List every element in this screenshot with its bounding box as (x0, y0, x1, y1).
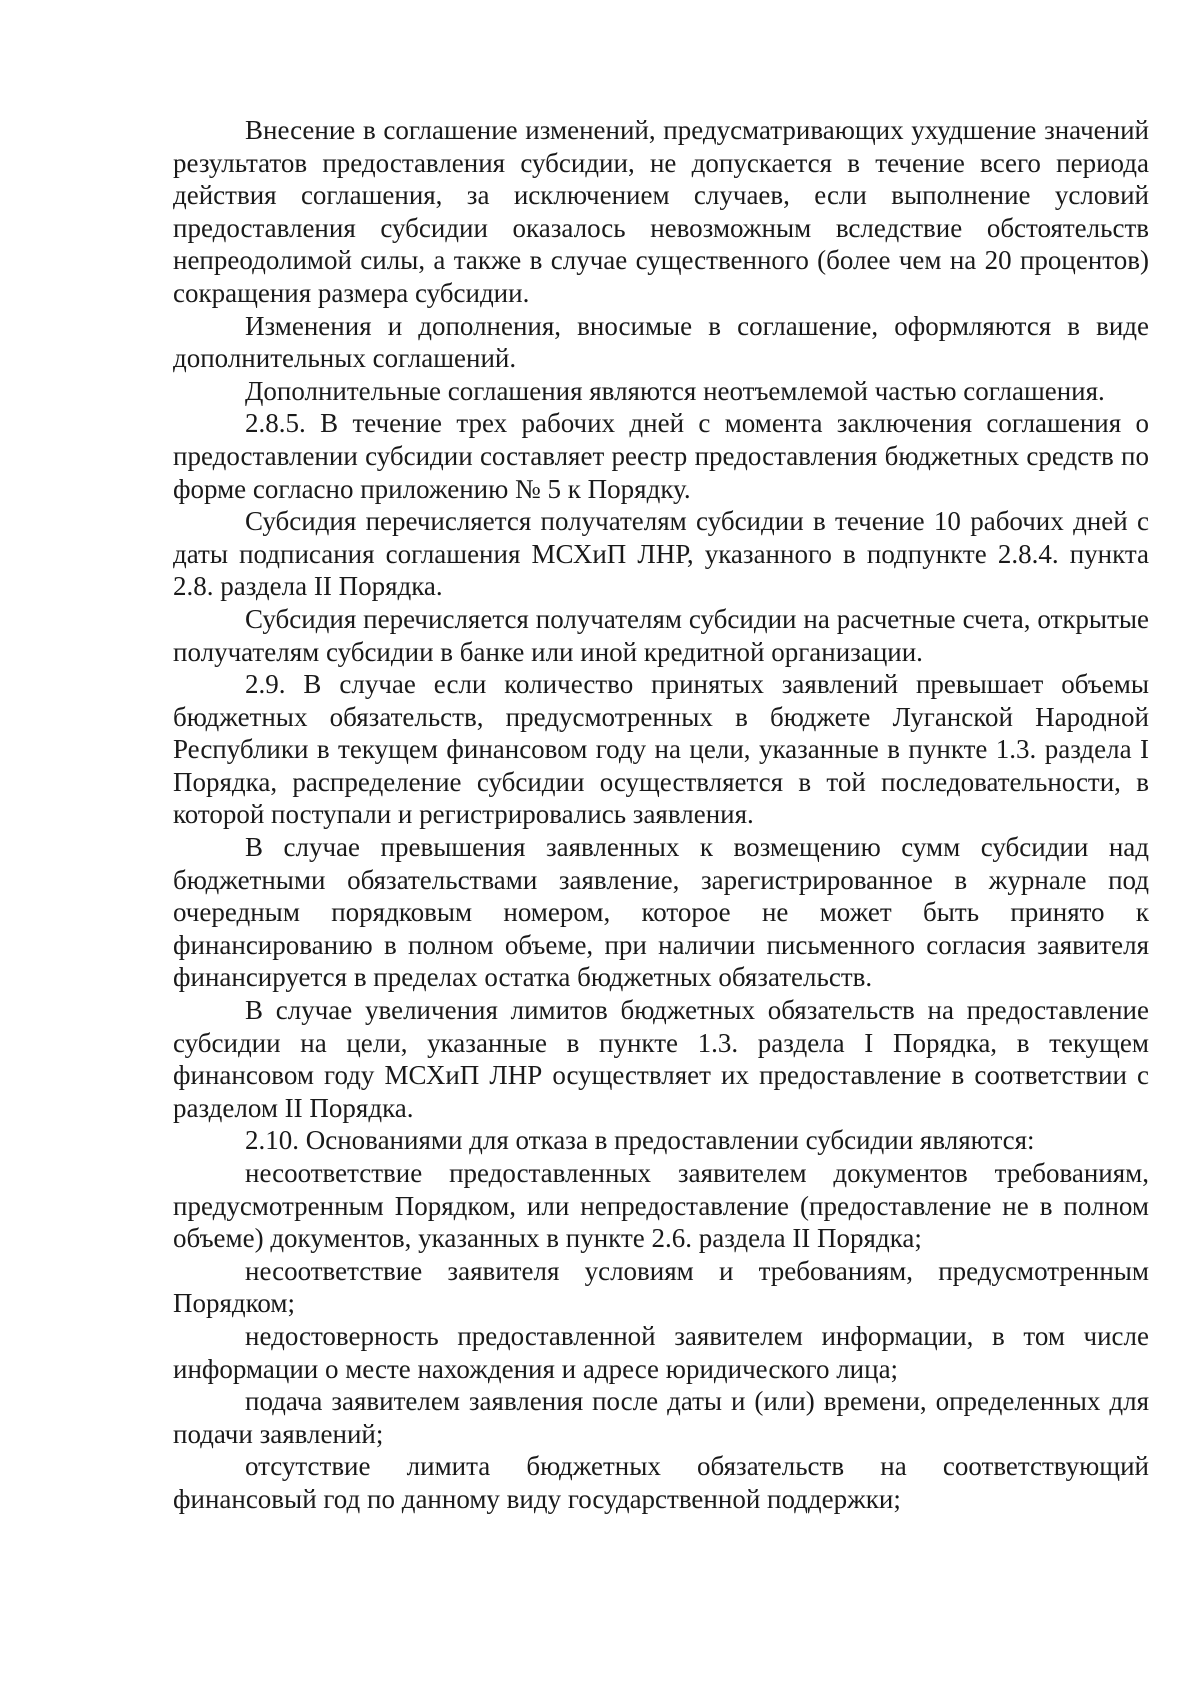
paragraph-excess-claims: В случае превышения заявленных к возмещению сумм субсидии над бюджетными обязательствами заявление, зарегистрированное в журнале под очередным порядковым номером, которое не может быть принято к финансированию в полном объеме, при наличии письменного согласия заявителя финансируется в пределах остатка бюджетных обязательств. (173, 832, 1149, 993)
paragraph-additional-agreements: Изменения и дополнения, вносимые в соглашение, оформляются в виде дополнительных соглашений. (173, 310, 1149, 374)
paragraph-refusal-documents: несоответствие предоставленных заявителем документов требованиям, предусмотренным Порядком, или непредоставление (предоставление не в полном объеме) документов, указанных в пункте 2.6. раздела II Порядка; (173, 1158, 1149, 1254)
paragraph-integral-part: Дополнительные соглашения являются неотъемлемой частью соглашения. (245, 375, 1105, 406)
document-page (173, 114, 1149, 1516)
paragraph-transfer-accounts: Субсидия перечисляется получателям субсидии на расчетные счета, открытые получателям субсидии в банке или иной кредитной организации. (173, 603, 1149, 667)
paragraph-amendments-restriction: Внесение в соглашение изменений, предусматривающих ухудшение значений результатов предоставления субсидии, не допускается в течение всего периода действия соглашения, за исключением случаев, если выполнение условий предоставления субсидии оказалось невозможным вследствие обстоятельств непреодолимой силы, а также в случае существенного (более чем на 20 процентов) сокращения размера субсидии. (173, 115, 1149, 308)
paragraph-refusal-unreliable-info: недостоверность предоставленной заявителем информации, в том числе информации о месте нахождения и адресе юридического лица; (173, 1320, 1149, 1384)
paragraph-2-10: 2.10. Основаниями для отказа в предоставлении субсидии являются: (245, 1125, 1035, 1156)
paragraph-transfer-term: Субсидия перечисляется получателям субсидии в течение 10 рабочих дней с даты подписания соглашения МСХиП ЛНР, указанного в подпункте 2.8.4. пункта 2.8. раздела II Порядка. (173, 506, 1149, 602)
paragraph-2-8-5: 2.8.5. В течение трех рабочих дней с момента заключения соглашения о предоставлении субсидии составляет реестр предоставления бюджетных средств по форме согласно приложению № 5 к Порядку. (173, 408, 1149, 504)
paragraph-refusal-conditions: несоответствие заявителя условиям и требованиям, предусмотренным Порядком; (173, 1255, 1149, 1319)
paragraph-2-9: 2.9. В случае если количество принятых заявлений превышает объемы бюджетных обязательств, предусмотренных в бюджете Луганской Народной Республики в текущем финансовом году на цели, указанные в пункте 1.3. раздела I Порядка, распределение субсидии осуществляется в той последовательности, в которой поступали и регистрировались заявления. (173, 669, 1149, 830)
paragraph-limits-increase: В случае увеличения лимитов бюджетных обязательств на предоставление субсидии на цели, указанные в пункте 1.3. раздела I Порядка, в текущем финансовом году МСХиП ЛНР осуществляет их предоставление в соответствии с разделом II Порядка. (173, 995, 1149, 1123)
paragraph-refusal-late-submission: подача заявителем заявления после даты и (или) времени, определенных для подачи заявлений; (173, 1386, 1149, 1449)
paragraph-refusal-no-limit: отсутствие лимита бюджетных обязательств на соответствующий финансовый год по данному виду государственной поддержки; (173, 1451, 1149, 1514)
